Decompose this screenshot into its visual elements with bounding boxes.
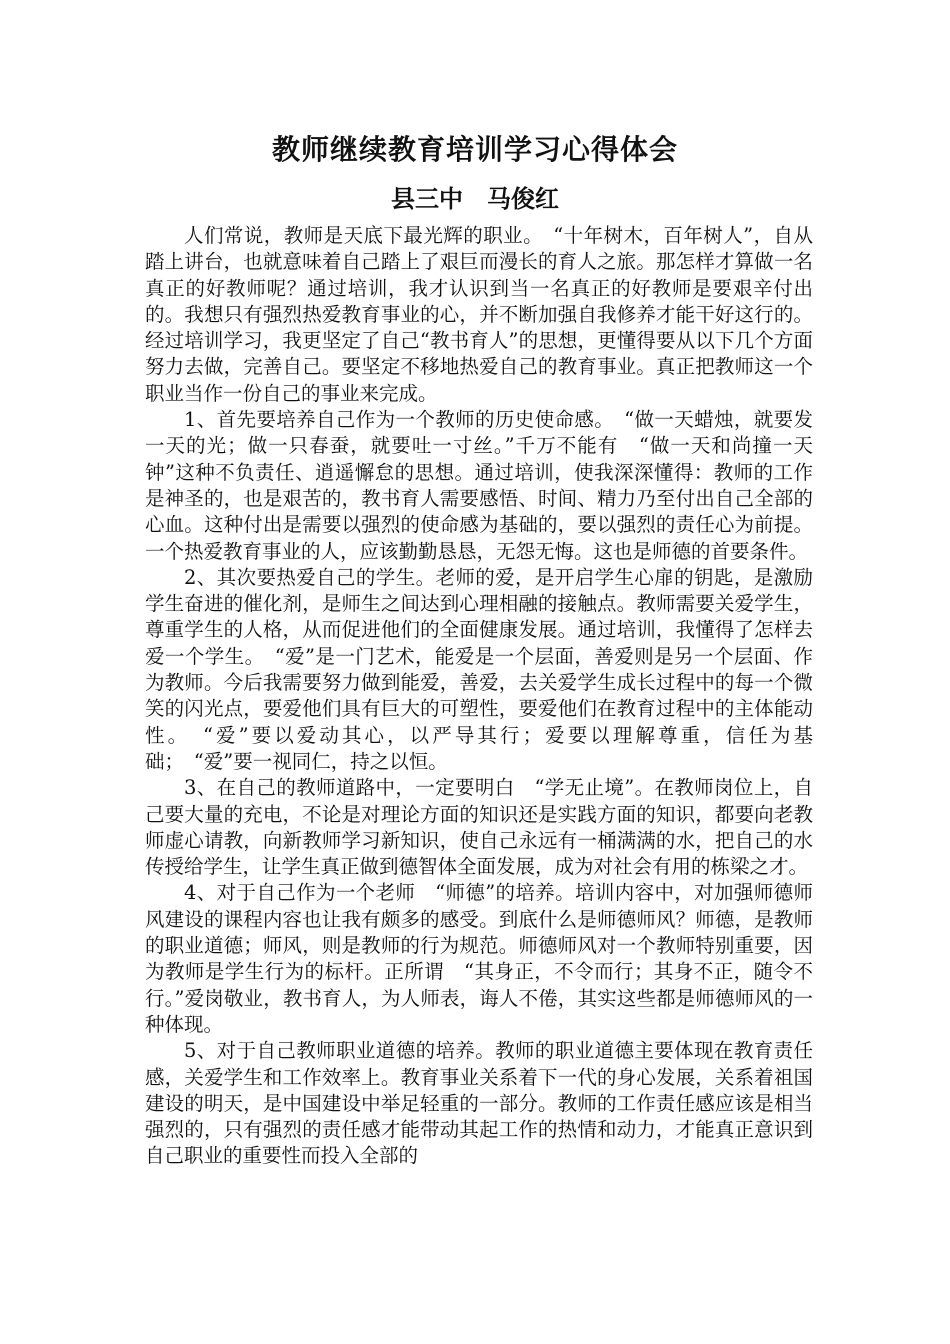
paragraph-point-5: 5、对于自己教师职业道德的培养。教师的职业道德主要体现在教育责任感，关爱学生和工作效率上。教育事业关系着下一代的身心发展，关系着祖国建设的明天，是中国建设中举足轻重的一部分。教师的工作责任感应该是相当强烈的，只有强烈的责任感才能带动其起工作的热情和动力，才能真正意识到自己职业的重要性而投入全部的 xyxy=(145,1039,813,1168)
paragraph-point-4: 4、对于自己作为一个老师 “师德”的培养。培训内容中，对加强师德师风建设的课程内容也让我有颇多的感受。到底什么是师德师风？师德，是教师的职业道德；师风，则是教师的行为规范。师德师风对一个教师特别重要，因为教师是学生行为的标杆。正所谓 “其身正，不令而行；其身不正，随令不行。”爱岗敬业，教书育人，为人师表，诲人不倦，其实这些都是师德师风的一种体现。 xyxy=(145,881,813,1036)
paragraph-point-1: 1、首先要培养自己作为一个教师的历史使命感。 “做一天蜡烛，就要发一天的光；做一只春蚕，就要吐一寸丝。”千万不能有 “做一天和尚撞一天钟”这种不负责任、逍遥懈怠的思想。通过培训，使我深深懂得：教师的工作是神圣的，也是艰苦的，教书育人需要感悟、时间、精力乃至付出自己全部的心血。这种付出是需要以强烈的使命感为基础的，要以强烈的责任心为前提。一个热爱教育事业的人，应该勤勤恳恳，无怨无悔。这也是师德的首要条件。 xyxy=(145,408,813,563)
paragraph-intro: 人们常说，教师是天底下最光辉的职业。 “十年树木，百年树人”，自从踏上讲台，也就意味着自己踏上了艰巨而漫长的育人之旅。那怎样才算做一名真正的好教师呢？通过培训，我才认识到当一名真正的好教师是要艰辛付出的。我想只有强烈热爱教育事业的心，并不断加强自我修养才能干好这行的。经过培训学习，我更坚定了自己“教书育人”的思想，更懂得要从以下几个方面努力去做，完善自己。要坚定不移地热爱自己的教育事业。真正把教师这一个职业当作一份自己的事业来完成。 xyxy=(145,224,813,405)
paragraph-point-3: 3、在自己的教师道路中，一定要明白 “学无止境”。在教师岗位上，自己要大量的充电，不论是对理论方面的知识还是实践方面的知识，都要向老教师虚心请教，向新教师学习新知识，使自己永远有一桶满满的水，把自己的水传授给学生，让学生真正做到德智体全面发展，成为对社会有用的栋梁之才。 xyxy=(145,776,813,879)
document-author: 县三中 马俊红 xyxy=(391,184,559,213)
paragraph-point-2: 2、其次要热爱自己的学生。老师的爱，是开启学生心扉的钥匙，是激励学生奋进的催化剂，是师生之间达到心理相融的接触点。教师需要关爱学生，尊重学生的人格，从而促进他们的全面健康发展。通过培训，我懂得了怎样去爱一个学生。 “爱”是一门艺术，能爱是一个层面，善爱则是另一个层面、作为教师。今后我需要努力做到能爱，善爱，去关爱学生成长过程中的每一个微笑的闪光点，要爱他们具有巨大的可塑性，要爱他们在教育过程中的主体能动性。 “爱”要以爱动其心，以严导其行；爱要以理解尊重，信任为基础； “爱”要一视同仁，持之以恒。 xyxy=(145,565,813,773)
document-title: 教师继续教育培训学习心得体会 xyxy=(271,133,678,166)
document-body xyxy=(145,223,813,1170)
